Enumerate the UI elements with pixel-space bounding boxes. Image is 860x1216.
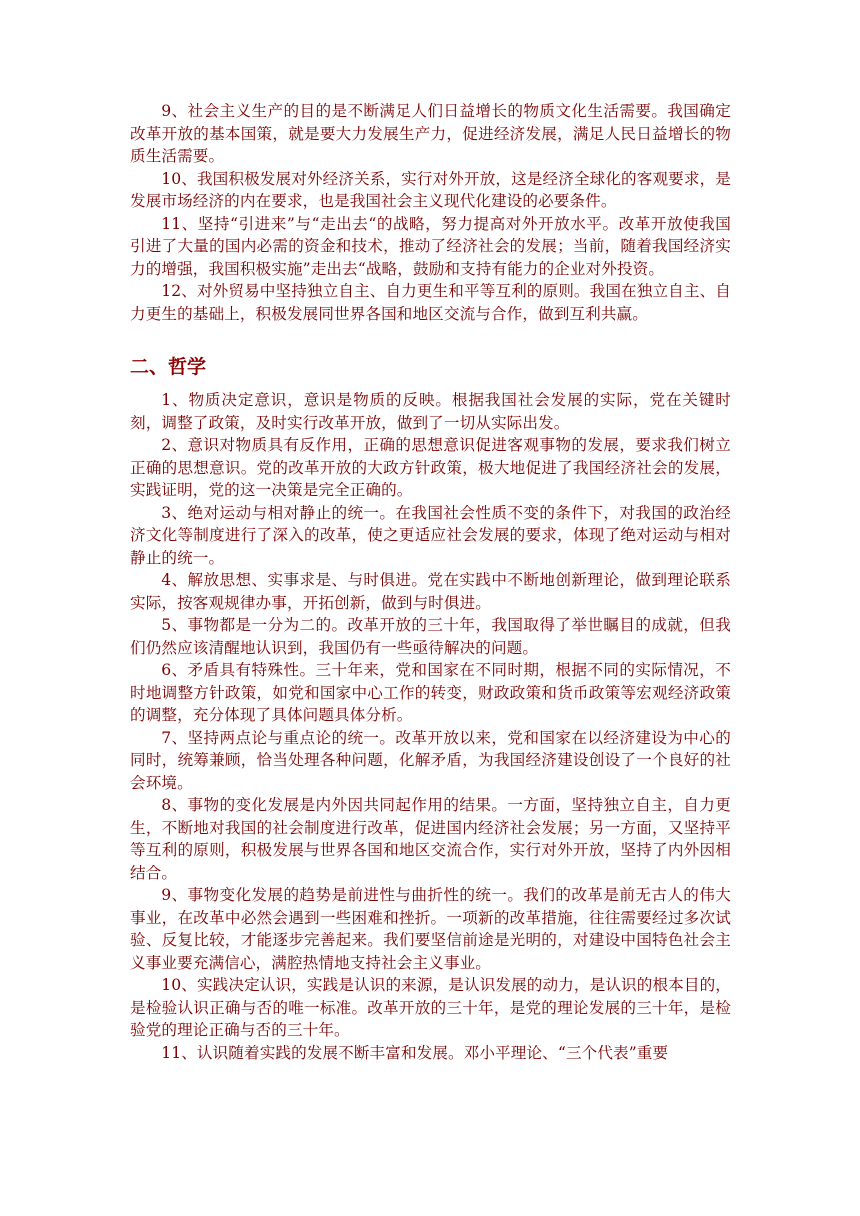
philosophy-item-2: 2、意识对物质具有反作用，正确的思想意识促进客观事物的发展，要求我们树立正确的思想意识。党的改革开放的大政方针政策，极大地促进了我国经济社会的发展，实践证明，党的这一决策是完全正确的。 [130,436,731,499]
philosophy-item-6: 6、矛盾具有特殊性。三十年来，党和国家在不同时期，根据不同的实际情况，不时地调整方针政策，如党和国家中心工作的转变，财政政策和货币政策等宏观经济政策的调整，充分体现了具体问题具体分析。 [130,661,731,724]
philosophy-item-10: 10、实践决定认识，实践是认识的来源，是认识发展的动力，是认识的根本目的，是检验认识正确与否的唯一标准。改革开放的三十年，是党的理论发展的三十年，是检验党的理论正确与否的三十年。 [130,976,731,1039]
philosophy-item-11: 11、认识随着实践的发展不断丰富和发展。邓小平理论、“三个代表”重要 [161,1043,669,1062]
philosophy-item-1: 1、物质决定意识，意识是物质的反映。根据我国社会发展的实际，党在关键时刻，调整了政策，及时实行改革开放，做到了一切从实际出发。 [130,391,731,432]
economics-item-9: 9、社会主义生产的目的是不断满足人们日益增长的物质文化生活需要。我国确定改革开放的基本国策，就是要大力发展生产力，促进经济发展，满足人民日益增长的物质生活需要。 [130,102,731,165]
economics-item-11: 11、坚持“引进来”与“走出去“的战略，努力提高对外开放水平。改革开放使我国引进了大量的国内必需的资金和技术，推动了经济社会的发展；当前，随着我国经济实力的增强，我国积极实施”走出去“战略，鼓励和支持有能力的企业对外投资。 [130,214,731,278]
philosophy-item-4: 4、解放思想、实事求是、与时俱进。党在实践中不断地创新理论，做到理论联系实际，按客观规律办事，开拓创新，做到与时俱进。 [130,571,731,612]
economics-item-12: 12、对外贸易中坚持独立自主、自力更生和平等互利的原则。我国在独立自主、自力更生的基础上，积极发展同世界各国和地区交流与合作，做到互利共赢。 [130,282,731,323]
section-heading-philosophy: 二、哲学 [130,356,207,378]
philosophy-item-3: 3、绝对运动与相对静止的统一。在我国社会性质不变的条件下，对我国的政治经济文化等制度进行了深入的改革，使之更适应社会发展的要求，体现了绝对运动与相对静止的统一。 [130,503,731,567]
philosophy-item-5: 5、事物都是一分为二的。改革开放的三十年，我国取得了举世瞩目的成就，但我们仍然应该清醒地认识到，我国仍有一些亟待解决的问题。 [130,616,731,657]
economics-item-10: 10、我国积极发展对外经济关系，实行对外开放，这是经济全球化的客观要求，是发展市场经济的内在要求，也是我国社会主义现代化建设的必要条件。 [130,169,731,210]
document-page [130,100,731,1064]
philosophy-item-9: 9、事物变化发展的趋势是前进性与曲折性的统一。我们的改革是前无古人的伟大事业，在改革中必然会遇到一些困难和挫折。一项新的改革措施，往往需要经过多次试验、反复比较，才能逐步完善起来。我们要坚信前途是光明的，对建设中国特色社会主义事业要充满信心，满腔热情地支持社会主义事业。 [130,886,731,972]
philosophy-item-8: 8、事物的变化发展是内外因共同起作用的结果。一方面，坚持独立自主，自力更生，不断地对我国的社会制度进行改革，促进国内经济社会发展；另一方面，又坚持平等互利的原则，积极发展与世界各国和地区交流合作，实行对外开放，坚持了内外因相结合。 [130,796,731,882]
philosophy-item-7: 7、坚持两点论与重点论的统一。改革开放以来，党和国家在以经济建设为中心的同时，统筹兼顾，恰当处理各种问题，化解矛盾，为我国经济建设创设了一个良好的社会环境。 [130,728,731,792]
section-spacer [130,325,731,353]
